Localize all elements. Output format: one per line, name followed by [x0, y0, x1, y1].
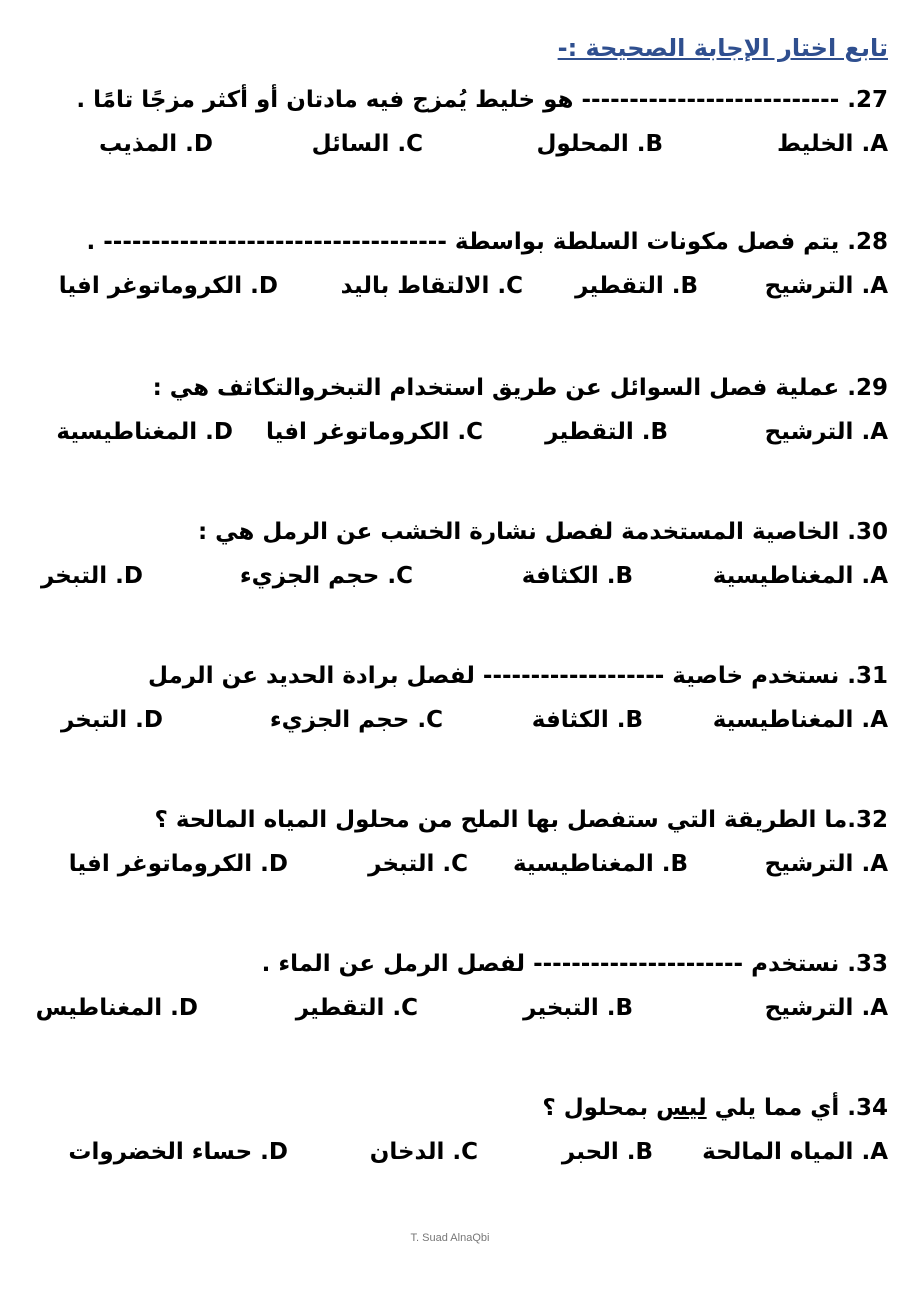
option-d[interactable]: D. التبخر: [40, 563, 143, 589]
option-c[interactable]: C. السائل: [311, 131, 423, 157]
option-c[interactable]: C. الدخان: [369, 1139, 478, 1165]
option-a[interactable]: A. الترشيح: [764, 273, 888, 299]
option-b[interactable]: B. المحلول: [536, 131, 663, 157]
question-text: 28. يتم فصل مكونات السلطة بواسطة ------------------------------------ .: [86, 229, 888, 255]
option-b[interactable]: B. الكثافة: [531, 707, 643, 733]
option-b[interactable]: B. الكثافة: [521, 563, 633, 589]
question-text: [12, 1088, 888, 1128]
page-heading: تابع اختار الإجابة الصحيحة :-: [557, 34, 888, 62]
option-c[interactable]: C. الكروماتوغر افيا: [265, 419, 483, 445]
options-row: [12, 266, 888, 308]
question-30: [12, 512, 888, 598]
option-b[interactable]: B. التقطير: [545, 419, 668, 445]
option-b[interactable]: B. المغناطيسية: [512, 851, 688, 877]
question-text: 31. نستخدم خاصية ------------------- لفصل برادة الحديد عن الرمل: [147, 663, 888, 689]
option-a[interactable]: A. الترشيح: [764, 995, 888, 1021]
question-emphasis: ليس: [656, 1095, 707, 1121]
question-27: [12, 80, 888, 166]
options-row: [12, 988, 888, 1030]
option-a[interactable]: A. الترشيح: [764, 851, 888, 877]
option-c[interactable]: C. التقطير: [295, 995, 418, 1021]
question-34: [12, 1088, 888, 1174]
option-a[interactable]: A. المغناطيسية: [712, 707, 888, 733]
option-d[interactable]: D. التبخر: [60, 707, 163, 733]
option-d[interactable]: D. الكروماتوغر افيا: [68, 851, 288, 877]
question-text: 27. --------------------------- هو خليط يُمزج فيه مادتان أو أكثر مزجًا تامًا .: [76, 87, 888, 113]
question-29: [12, 368, 888, 454]
question-text-end: بمحلول ؟: [542, 1095, 657, 1121]
option-a[interactable]: A. الترشيح: [764, 419, 888, 445]
question-text: 30. الخاصية المستخدمة لفصل نشارة الخشب عن الرمل هي :: [197, 519, 888, 545]
option-c[interactable]: C. حجم الجزيء: [239, 563, 413, 589]
options-row: [12, 844, 888, 886]
option-d[interactable]: D. الكروماتوغر افيا: [58, 273, 278, 299]
footer-credit: T. Suad AlnaQbi: [410, 1232, 490, 1244]
question-text: 29. عملية فصل السوائل عن طريق استخدام التبخروالتكاثف هي :: [152, 375, 888, 401]
option-d[interactable]: D. المذيب: [98, 131, 213, 157]
question-33: [12, 944, 888, 1030]
option-c[interactable]: C. التبخر: [368, 851, 468, 877]
option-d[interactable]: D. المغناطيس: [35, 995, 198, 1021]
option-d[interactable]: D. المغناطيسية: [56, 419, 233, 445]
options-row: [12, 1132, 888, 1174]
options-row: [12, 124, 888, 166]
option-a[interactable]: A. المياه المالحة: [702, 1139, 888, 1165]
options-row: [12, 700, 888, 742]
option-b[interactable]: B. الحبر: [561, 1139, 653, 1165]
question-text: 32.ما الطريقة التي ستفصل بها الملح من محلول المياه المالحة ؟: [154, 807, 888, 833]
option-c[interactable]: C. الالتقاط باليد: [340, 273, 523, 299]
question-text: 33. نستخدم ---------------------- لفصل الرمل عن الماء .: [261, 951, 888, 977]
options-row: [12, 556, 888, 598]
option-c[interactable]: C. حجم الجزيء: [269, 707, 443, 733]
option-a[interactable]: A. المغناطيسية: [712, 563, 888, 589]
question-text-start: 34. أي مما يلي: [706, 1095, 888, 1121]
option-b[interactable]: B. التقطير: [575, 273, 698, 299]
option-d[interactable]: D. حساء الخضروات: [68, 1139, 288, 1165]
question-32: [12, 800, 888, 886]
question-28: [12, 222, 888, 308]
options-row: [12, 412, 888, 454]
question-31: [12, 656, 888, 742]
option-a[interactable]: A. الخليط: [776, 131, 888, 157]
option-b[interactable]: B. التبخير: [523, 995, 633, 1021]
